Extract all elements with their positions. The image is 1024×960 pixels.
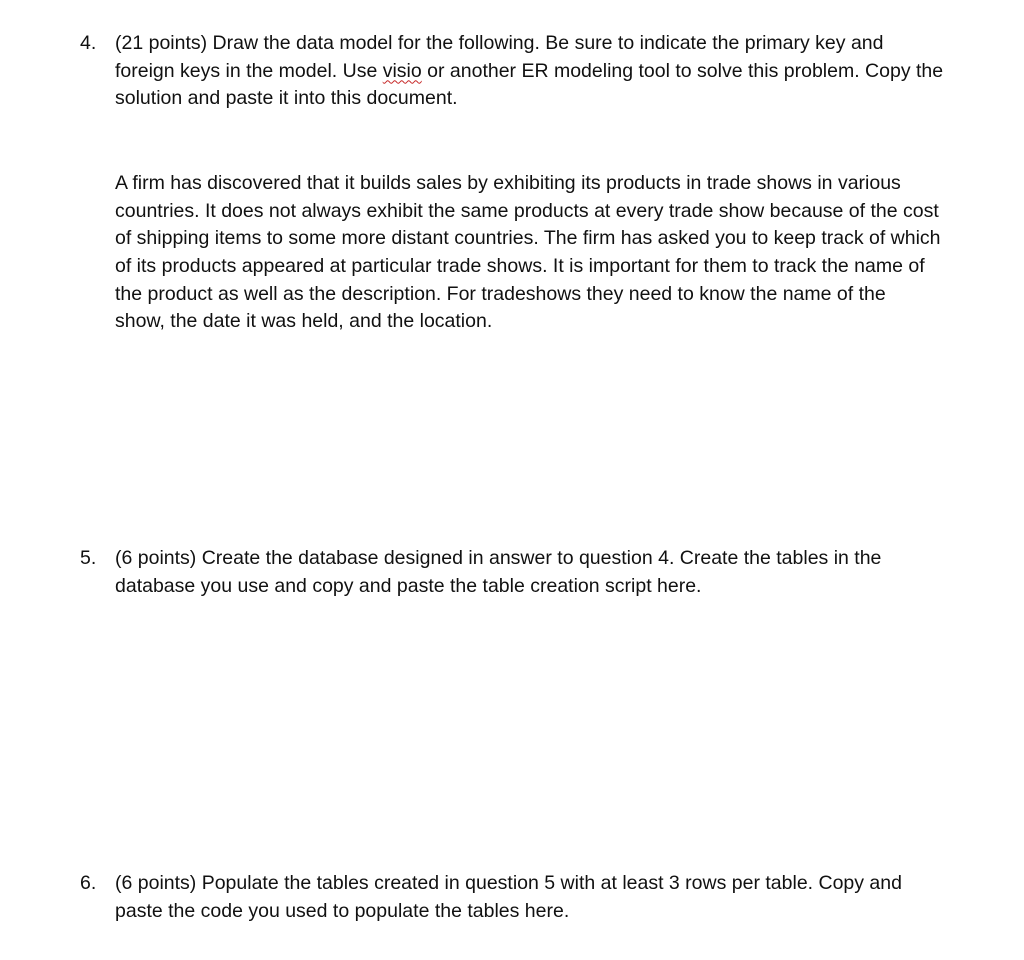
scenario-line: A firm has discovered that it builds sales by exhibiting its products in trade shows in various: [115, 172, 901, 194]
spellcheck-flagged-word[interactable]: visio: [382, 59, 422, 82]
question-number: 6.: [80, 872, 97, 894]
question-line: database you use and copy and paste the table creation script here.: [115, 574, 702, 597]
question-line: paste the code you used to populate the tables here.: [115, 899, 570, 922]
question-text: [115, 545, 1010, 600]
question-line: [115, 58, 1010, 86]
scenario-line: the product as well as the description. For tradeshows they need to know the name of the: [115, 282, 886, 305]
question-line-text: foreign keys in the model. Use: [115, 59, 383, 82]
scenario-line: of its products appeared at particular trade shows. It is important for them to track the name of: [115, 255, 925, 278]
question-line: [115, 85, 1010, 113]
question-line-text: or another ER modeling tool to solve this problem. Copy the: [421, 59, 944, 82]
question-line: (6 points) Create the database designed in answer to question 4. Create the tables in the: [115, 547, 882, 569]
scenario-paragraph: [115, 170, 1010, 336]
question-line-text: (21 points) Draw the data model for the following. Be sure to indicate the primary key and: [115, 32, 884, 54]
question-number: 4.: [80, 32, 97, 54]
question-text: [115, 870, 1010, 925]
scenario-line: of shipping items to some more distant countries. The firm has asked you to keep track of which: [115, 227, 941, 250]
question-line: (6 points) Populate the tables created in question 5 with at least 3 rows per table. Copy and: [115, 872, 902, 894]
question-line: [115, 30, 1010, 58]
question-text: [115, 30, 1010, 113]
scenario-line: countries. It does not always exhibit the same products at every trade show because of the cost: [115, 199, 939, 222]
question-number: 5.: [80, 547, 97, 569]
scenario-line: show, the date it was held, and the location.: [115, 310, 493, 333]
question-line-text: solution and paste it into this document.: [115, 87, 458, 109]
